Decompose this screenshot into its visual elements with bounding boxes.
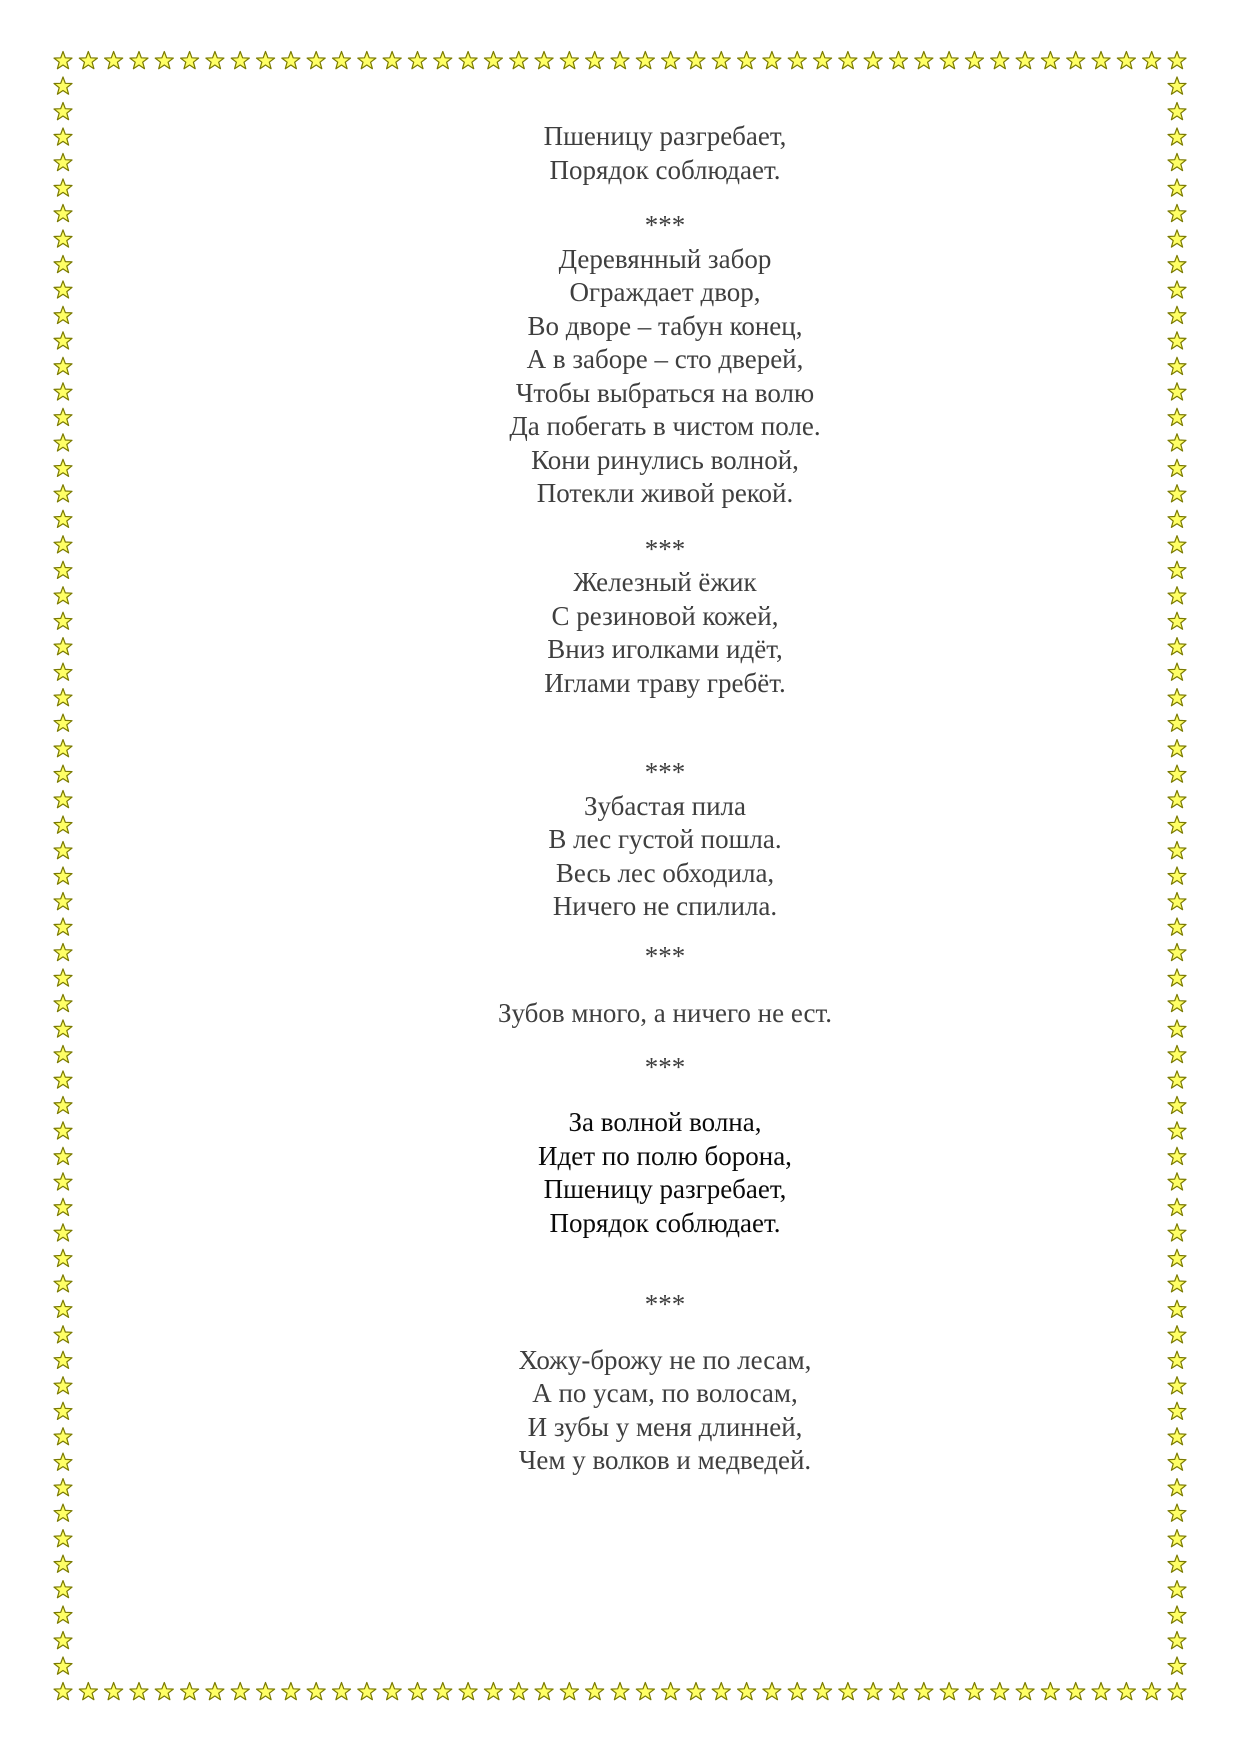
star-icon: [54, 52, 72, 69]
star-icon: [1168, 1530, 1186, 1547]
star-icon: [864, 1683, 882, 1700]
verse-line: Зубастая пила: [583, 790, 746, 821]
verse-line: Вниз иголками идёт,: [547, 634, 783, 664]
verse-line: Да побегать в чистом поле.: [509, 411, 821, 441]
star-icon: [510, 1683, 528, 1700]
star-icon: [890, 52, 908, 69]
star-icon: [1168, 1581, 1186, 1598]
star-icon: [1168, 1632, 1186, 1649]
verse-line: Весь лес обходила,: [555, 857, 775, 888]
verse-line: Хожу-брожу не по лесам,: [518, 1344, 812, 1375]
star-icon: [383, 1683, 401, 1700]
star-icon: [54, 1530, 72, 1547]
star-icon: [586, 52, 604, 69]
stanza-separator: ***: [644, 210, 686, 240]
star-icon: [611, 1683, 629, 1700]
verse-line: Пшеницу разгребает,: [543, 1174, 787, 1204]
star-icon: [738, 1683, 756, 1700]
verse-line: Иглами траву гребёт.: [544, 667, 786, 698]
star-icon: [763, 52, 781, 69]
star-icon: [79, 52, 97, 69]
stanza: [0, 790, 1240, 924]
star-icon: [915, 1683, 933, 1700]
star-icon: [586, 1683, 604, 1700]
star-icon: [459, 1683, 477, 1700]
star-icon: [231, 1683, 249, 1700]
star-icon: [940, 52, 958, 69]
star-icon: [560, 52, 578, 69]
star-icon: [54, 1606, 72, 1623]
star-icon: [79, 1683, 97, 1700]
verse-line: Порядок соблюдает.: [549, 154, 781, 185]
verse-line: Во дворе – табун конец,: [527, 310, 803, 341]
star-icon: [814, 1683, 832, 1700]
verse-line: А в заборе – сто дверей,: [526, 344, 804, 374]
star-icon: [1117, 52, 1135, 69]
star-icon: [181, 52, 199, 69]
star-icon: [712, 52, 730, 69]
star-icon: [1143, 1683, 1161, 1700]
verse-line: Ничего не спилила.: [552, 891, 778, 921]
star-icon: [282, 52, 300, 69]
star-icon: [712, 1683, 730, 1700]
star-icon: [864, 52, 882, 69]
star-icon: [383, 52, 401, 69]
star-icon: [890, 1683, 908, 1700]
star-icon: [54, 1479, 72, 1496]
star-icon: [1168, 103, 1186, 120]
star-icon: [1016, 1683, 1034, 1700]
star-icon: [231, 52, 249, 69]
star-icon: [839, 1683, 857, 1700]
verse-line: Чем у волков и медведей.: [518, 1445, 812, 1475]
star-icon: [105, 52, 123, 69]
stanza-separator: ***: [644, 940, 686, 971]
star-icon: [535, 52, 553, 69]
star-icon: [940, 1683, 958, 1700]
verse-line: Ограждает двор,: [569, 277, 761, 307]
star-icon: [54, 1581, 72, 1598]
stanza-separator: ***: [644, 1289, 686, 1319]
stanza-separator: ***: [644, 757, 686, 787]
stanza-separator: ***: [644, 533, 686, 564]
star-icon: [130, 1683, 148, 1700]
verse-line: Железный ёжик: [573, 567, 757, 597]
star-icon: [839, 52, 857, 69]
star-icon: [1041, 1683, 1059, 1700]
star-icon: [1168, 1504, 1186, 1521]
star-icon: [535, 1683, 553, 1700]
star-icon: [965, 1683, 983, 1700]
verse-line: А по усам, по волосам,: [532, 1378, 798, 1408]
star-icon: [636, 52, 654, 69]
star-icon: [358, 1683, 376, 1700]
stanza: [0, 997, 1240, 1031]
stanza: [0, 1344, 1240, 1478]
star-icon: [611, 52, 629, 69]
star-icon: [155, 52, 173, 69]
verse-line: Пшеницу разгребает,: [543, 121, 787, 151]
star-icon: [991, 1683, 1009, 1700]
star-icon: [687, 52, 705, 69]
star-icon: [1092, 1683, 1110, 1700]
verse-line: За волной волна,: [568, 1107, 762, 1137]
star-icon: [434, 1683, 452, 1700]
star-icon: [965, 52, 983, 69]
star-icon: [991, 52, 1009, 69]
stanza: [0, 1106, 1240, 1240]
verse-line: Деревянный забор: [558, 243, 772, 274]
verse-line: В лес густой пошла.: [548, 824, 782, 854]
star-icon: [814, 52, 832, 69]
stanza-separator: ***: [644, 1051, 686, 1082]
star-icon: [155, 1683, 173, 1700]
star-icon: [1016, 52, 1034, 69]
star-icon: [181, 1683, 199, 1700]
star-icon: [54, 1555, 72, 1572]
verse-line: Чтобы выбраться на волю: [515, 377, 815, 408]
verse-line: Идет по полю борона,: [538, 1140, 792, 1171]
star-icon: [1168, 1683, 1186, 1700]
stanza: [0, 120, 1240, 187]
star-icon: [1168, 52, 1186, 69]
star-icon: [54, 1632, 72, 1649]
star-icon: [788, 1683, 806, 1700]
star-icon: [54, 1683, 72, 1700]
star-icon: [257, 52, 275, 69]
star-icon: [434, 52, 452, 69]
star-icon: [1067, 52, 1085, 69]
star-icon: [307, 52, 325, 69]
star-icon: [1067, 1683, 1085, 1700]
star-icon: [408, 52, 426, 69]
star-icon: [54, 77, 72, 94]
star-icon: [1143, 52, 1161, 69]
star-icon: [358, 52, 376, 69]
verse-line: Зубов много, а ничего не ест.: [497, 998, 833, 1028]
star-icon: [1041, 52, 1059, 69]
star-icon: [484, 1683, 502, 1700]
star-icon: [788, 52, 806, 69]
star-icon: [130, 52, 148, 69]
star-icon: [484, 52, 502, 69]
star-icon: [510, 52, 528, 69]
star-icon: [687, 1683, 705, 1700]
star-icon: [333, 1683, 351, 1700]
star-icon: [206, 52, 224, 69]
stanza: [0, 243, 1240, 511]
verse-line: Потекли живой рекой.: [536, 478, 794, 508]
star-icon: [1168, 77, 1186, 94]
star-icon: [1168, 1555, 1186, 1572]
star-icon: [636, 1683, 654, 1700]
star-icon: [1092, 52, 1110, 69]
star-icon: [257, 1683, 275, 1700]
star-icon: [915, 52, 933, 69]
verse-line: С резиновой кожей,: [551, 600, 779, 631]
star-icon: [459, 52, 477, 69]
star-icon: [54, 103, 72, 120]
star-icon: [333, 52, 351, 69]
star-icon: [105, 1683, 123, 1700]
star-icon: [763, 1683, 781, 1700]
star-icon: [54, 1657, 72, 1674]
star-icon: [54, 1504, 72, 1521]
star-icon: [408, 1683, 426, 1700]
star-icon: [1117, 1683, 1135, 1700]
star-icon: [560, 1683, 578, 1700]
verse-line: И зубы у меня длинней,: [527, 1411, 803, 1442]
star-icon: [206, 1683, 224, 1700]
star-icon: [662, 1683, 680, 1700]
star-icon: [738, 52, 756, 69]
verse-line: Кони ринулись волной,: [531, 444, 799, 475]
star-icon: [307, 1683, 325, 1700]
poem-content: [0, 120, 1240, 1478]
star-icon: [282, 1683, 300, 1700]
star-icon: [1168, 1606, 1186, 1623]
star-icon: [1168, 1479, 1186, 1496]
star-icon: [1168, 1657, 1186, 1674]
stanza: [0, 566, 1240, 700]
verse-line: Порядок соблюдает.: [549, 1207, 781, 1238]
star-icon: [662, 52, 680, 69]
